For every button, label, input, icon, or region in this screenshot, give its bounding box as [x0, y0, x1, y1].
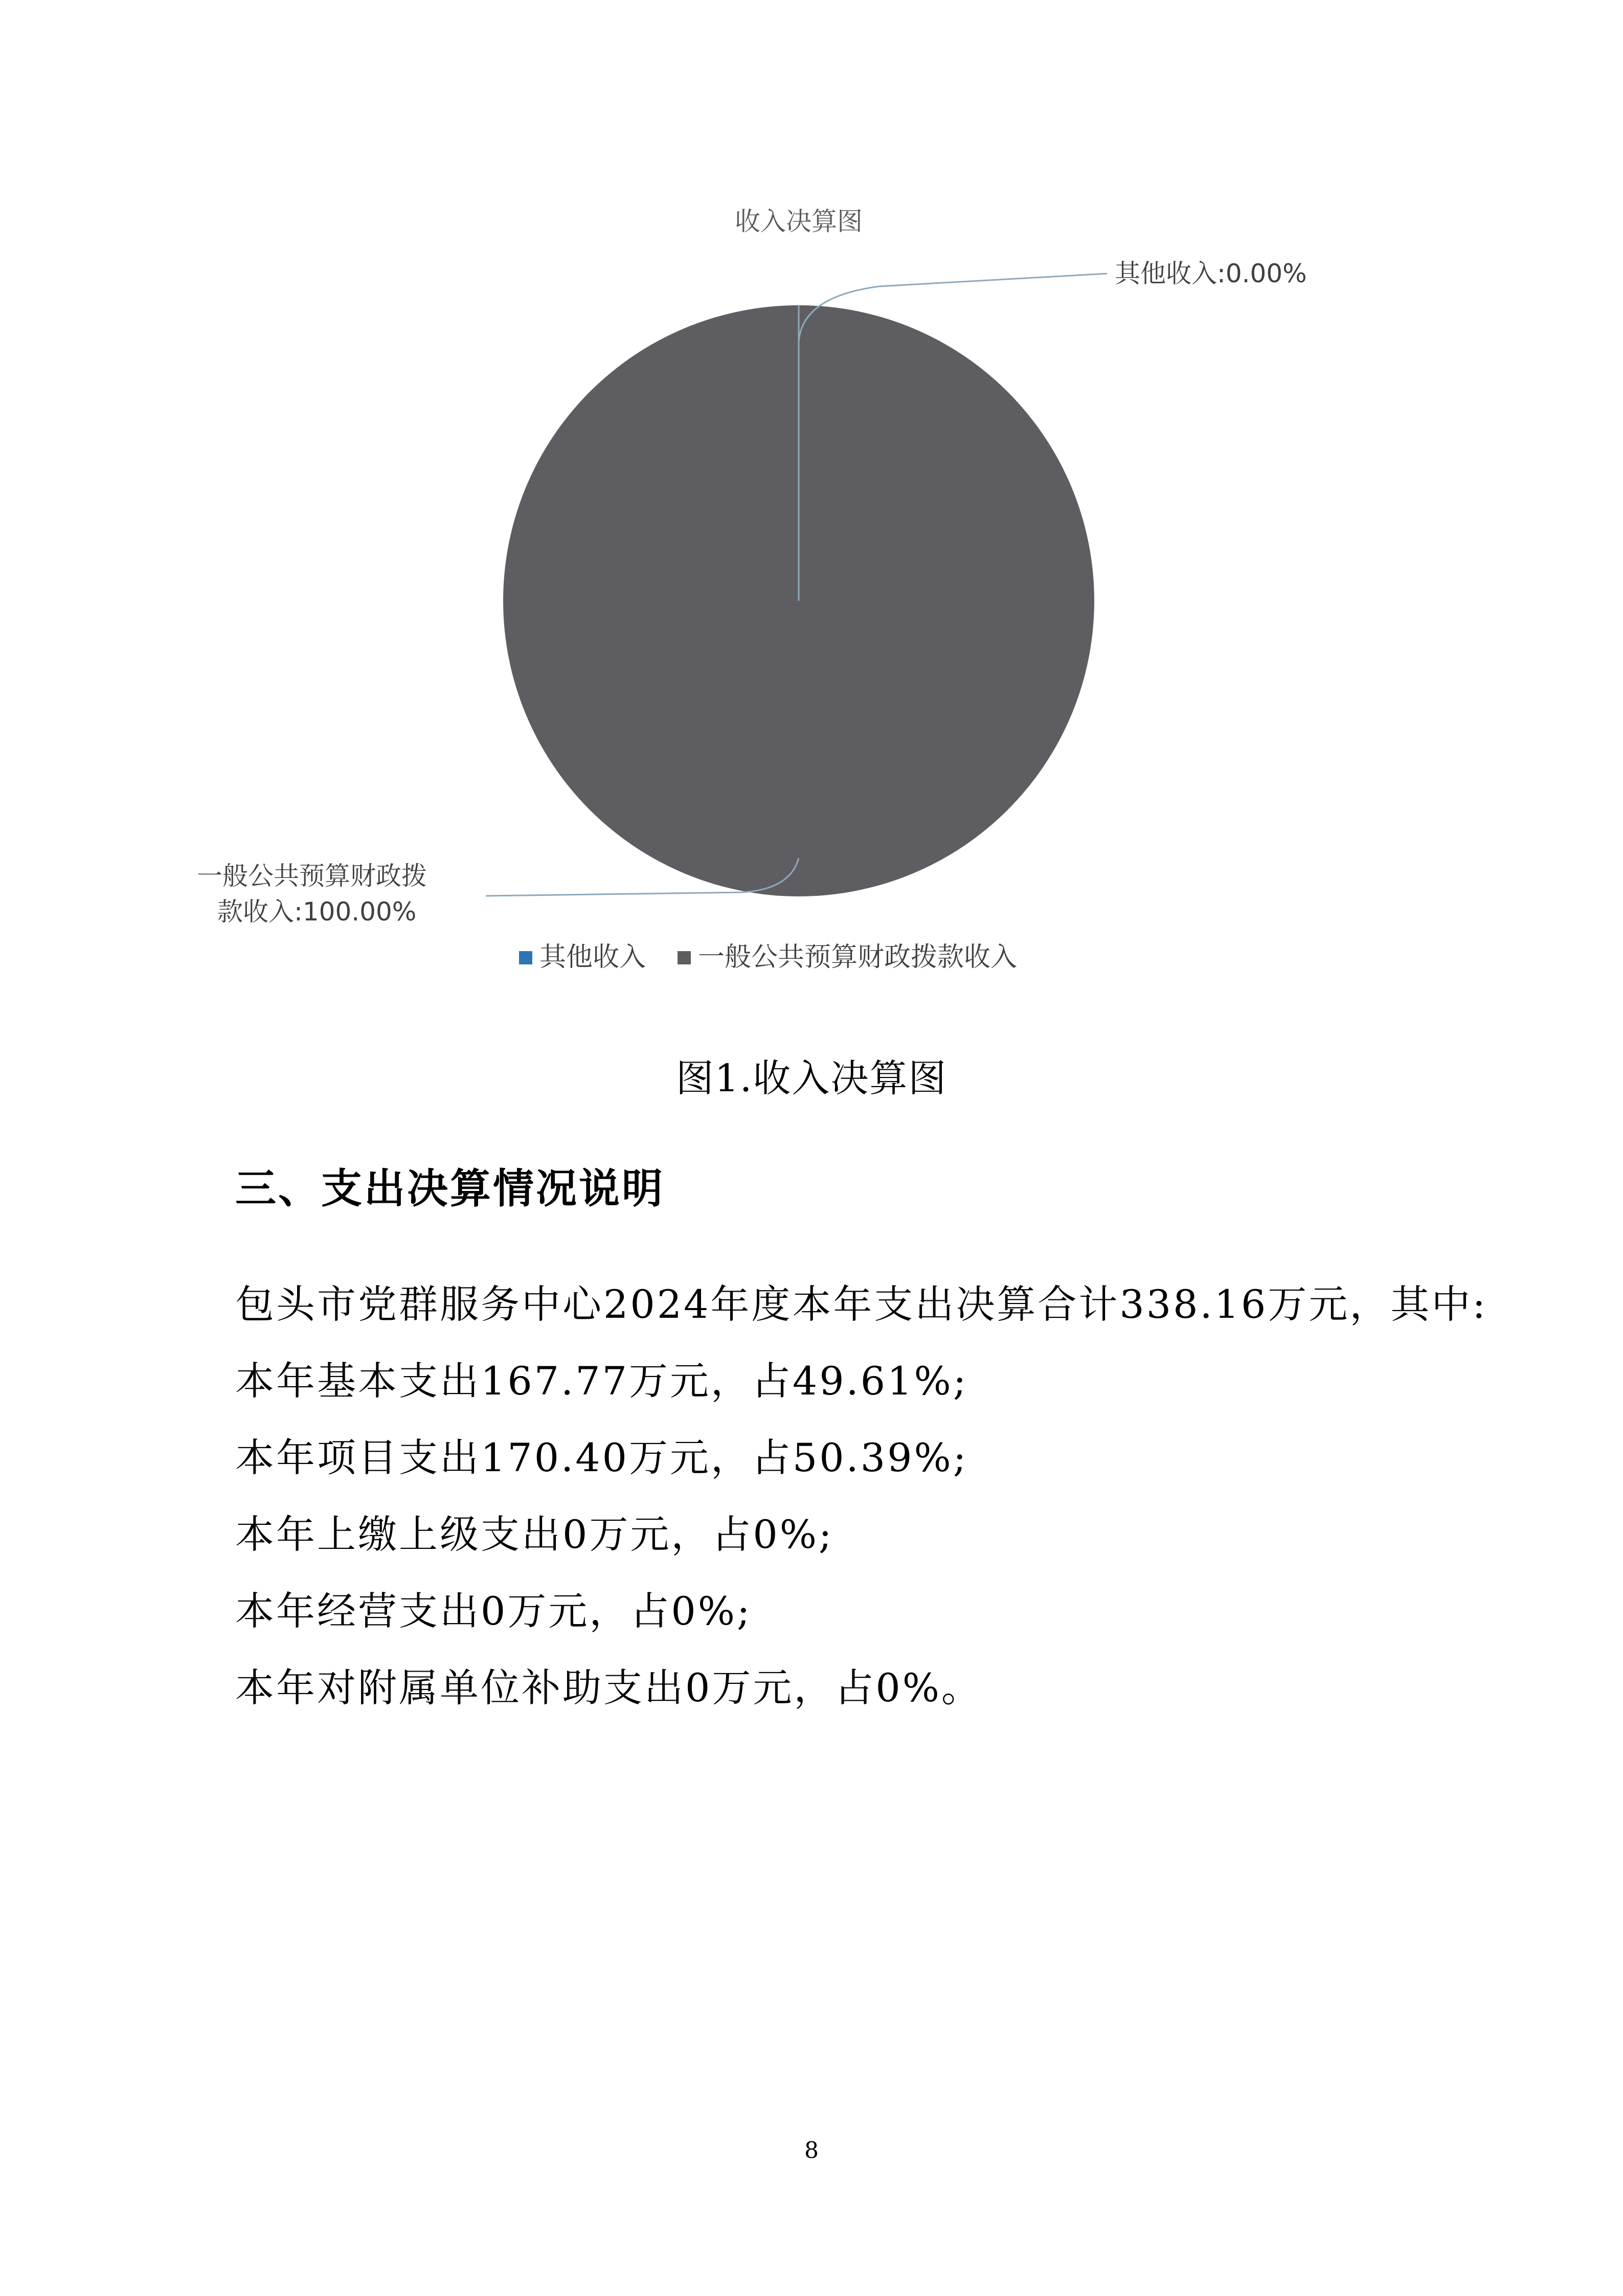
paragraph-remit-expense: 本年上缴上级支出0万元，占0%;	[235, 1512, 834, 1557]
legend-label-other-income: 其他收入	[539, 942, 646, 973]
chart-legend	[519, 942, 1017, 973]
paragraph-subsidiary-expense: 本年对附属单位补助支出0万元，占0%。	[235, 1665, 982, 1710]
chart-title: 收入决算图	[735, 207, 863, 236]
paragraph-project-expense: 本年项目支出170.40万元，占50.39%;	[235, 1435, 968, 1480]
income-pie-chart	[0, 0, 1623, 1023]
legend-swatch-general-budget	[678, 951, 691, 964]
pie-slices	[503, 305, 1094, 896]
figure-caption: 图1.收入决算图	[675, 1056, 948, 1100]
paragraph-total: 包头市党群服务中心2024年度本年支出决算合计338.16万元，其中:	[235, 1281, 1487, 1327]
data-label-other-income: 其他收入:0.00%	[1115, 259, 1307, 288]
data-label-general-budget-line2: 款收入:100.00%	[217, 897, 417, 927]
data-label-general-budget-line1: 一般公共预算财政拨	[197, 861, 427, 891]
legend-label-general-budget: 一般公共预算财政拨款收入	[698, 942, 1018, 973]
legend-swatch-other-income	[519, 951, 532, 964]
pie-chart-svg	[0, 0, 1623, 1023]
paragraph-operating-expense: 本年经营支出0万元，占0%;	[235, 1588, 752, 1634]
paragraph-basic-expense: 本年基本支出167.77万元，占49.61%;	[235, 1358, 968, 1404]
page-number: 8	[804, 2137, 819, 2164]
section-heading: 三、支出决算情况说明	[235, 1165, 665, 1212]
